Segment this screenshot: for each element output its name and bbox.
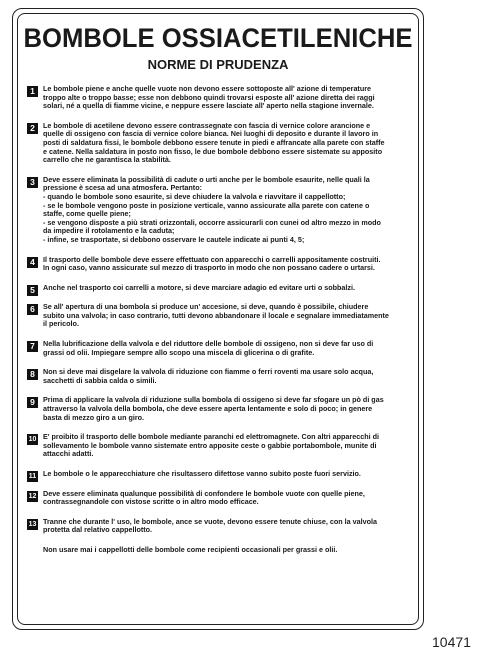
- rule-line: Non si deve mai disgelare la valvola di riduzione con fiamme o ferri roventi ma usare solo acqua,: [43, 367, 374, 377]
- rule-text: [43, 518, 411, 535]
- rule-item: [27, 122, 411, 165]
- rule-item: [27, 518, 411, 535]
- rule-number-badge: 2: [27, 123, 38, 134]
- rule-number-badge: 9: [27, 397, 38, 408]
- rule-number-badge: 4: [27, 257, 38, 268]
- rules-list: [27, 85, 411, 619]
- rule-number-badge: 3: [27, 177, 38, 188]
- rule-text: [43, 340, 411, 357]
- rule-line: basta di mezzo giro a un giro.: [43, 412, 145, 422]
- rule-item: [27, 396, 411, 422]
- rule-line: protetta dal relativo cappellotto.: [43, 525, 153, 535]
- rule-text: [43, 470, 411, 479]
- rule-line: quelle di ossigeno con fascia di vernice colore bianca. Nei luoghi di deposito e durante il lavoro in: [43, 129, 379, 139]
- rule-item: [27, 490, 411, 507]
- rule-line: - se le bombole vengono poste in posizione verticale, vanno assicurate alla parete con catene o: [43, 200, 370, 210]
- rule-text: [43, 122, 411, 165]
- rule-line: Le bombole di acetilene devono essere contrassegnate con fascia di vernice colore arancione e: [43, 120, 371, 130]
- rule-line: carrello che ne garantisca la stabilità.: [43, 155, 171, 165]
- rule-line: Deve essere eliminata la possibilità di cadute o urti anche per le bombole esaurite, nelle quali la: [43, 174, 370, 184]
- rule-number-badge: 1: [27, 86, 38, 97]
- rule-line: da impedire il rotolamento e la caduta;: [43, 226, 175, 236]
- rule-line: posti di saldatura fissi, le bombole debbono essere tenute in piedi e affrancate alla parete con staffe: [43, 137, 385, 147]
- rule-line: Deve essere eliminata qualunque possibilità di confondere le bombole vuote con quelle piene,: [43, 488, 365, 498]
- rule-line: In ogni caso, vanno assicurate sul mezzo di trasporto in modo che non possano cadere o urtarsi.: [43, 263, 375, 273]
- rule-item: [27, 303, 411, 329]
- rule-line: Le bombole o le apparecchiature che risultassero difettose vanno subito poste fuori servizio.: [43, 469, 361, 478]
- rule-number-badge: 6: [27, 304, 38, 315]
- rule-number-badge: 12: [28, 492, 37, 500]
- rule-line: - quando le bombole sono esaurite, si deve chiudere la valvola e riavvitare il cappellotto;: [43, 191, 346, 201]
- rule-item: [27, 284, 411, 293]
- rule-line: Le bombole piene e anche quelle vuote non devono essere sottoposte all' azione di temperature: [43, 84, 372, 93]
- rule-line: Prima di applicare la valvola di riduzione sulla bombola di ossigeno si deve far sfogare un pò di gas: [43, 395, 384, 405]
- rule-number-badge: 5: [27, 285, 38, 296]
- rule-number-badge: 8: [27, 369, 38, 380]
- rule-line: sollevamento le bombole vanno sistemate entro apposite ceste o gabbie portabombole, munite di: [43, 440, 377, 450]
- rule-number-badge: 7: [27, 341, 38, 352]
- rule-line: attacchi adatti.: [43, 449, 94, 459]
- rule-number-badge: 10: [28, 436, 37, 444]
- rule-item: [27, 368, 411, 385]
- sign-subtitle: NORME DI PRUDENZA: [147, 57, 289, 72]
- rule-line: Il trasporto delle bombole deve essere effettuato con apparecchi o carrelli appositamente costruiti.: [43, 254, 381, 264]
- rule-line: - infine, se trasportate, si debbono osservare le cautele indicate ai punti 4, 5;: [43, 234, 305, 244]
- sign-title: BOMBOLE OSSIACETILENICHE: [23, 23, 413, 53]
- rule-item: [27, 340, 411, 357]
- rule-line: subito una valvola; in caso contrario, tutti devono abbandonare il locale e segnalare immediatamente: [43, 310, 389, 320]
- rule-line: grassi od olii. Impiegare sempre allo scopo una miscela di glicerina o di grafite.: [43, 347, 315, 357]
- rule-number-badge: 11: [28, 473, 37, 480]
- rule-line: il pericolo.: [43, 319, 79, 329]
- rule-line: Anche nel trasporto coi carrelli a motore, si deve marciare adagio ed evitare urti o sobbalzi.: [43, 282, 355, 292]
- rule-line: troppo alte o troppo basse; esse non debbono quindi trovarsi esposte all' azione diretta dei raggi: [43, 92, 375, 102]
- rule-line: Tranne che durante l' uso, le bombole, ance se vuote, devono essere tenute chiuse, con la valvola: [43, 516, 378, 526]
- rule-text: [43, 368, 411, 385]
- footer-note: Non usare mai i cappellotti delle bombole come recipienti occasionali per grassi e olii.: [43, 544, 338, 554]
- rule-line: Nella lubrificazione della valvola e del riduttore delle bombole di ossigeno, non si deve far uso di: [43, 339, 374, 349]
- product-code: 10471: [432, 634, 471, 650]
- rule-text: [43, 303, 411, 329]
- rule-number-badge: 13: [28, 520, 37, 528]
- rule-text: [43, 85, 411, 111]
- rule-item: [27, 256, 411, 273]
- rule-text: [43, 256, 411, 273]
- rule-item: [27, 433, 411, 459]
- rule-text: [43, 284, 411, 293]
- rule-line: staffe, come quelle piene;: [43, 209, 131, 219]
- rule-line: attraverso la valvola della bombola, che deve essere aperta lentamente e solo di poco; in genere: [43, 404, 373, 414]
- safety-sign: [12, 8, 424, 630]
- rule-item: [27, 176, 411, 245]
- rule-line: contrassegnandole con vistose scritte o in altro modo efficace.: [43, 497, 259, 507]
- rule-line: sacchetti di sabbia calda o simili.: [43, 375, 157, 385]
- rule-line: e catene. Nella saldatura in posto non fisso, le due bombole debbono essere sistemate su apposito: [43, 146, 383, 156]
- rule-text: [43, 396, 411, 422]
- rule-line: E' proibito il trasporto delle bombole mediante paranchi ed elettromagnete. Con altri apparecchi di: [43, 432, 379, 442]
- rule-line: solari, né a quella di fiamme vicine, e neppure essere lasciate all' aperto nella stagione invernale.: [43, 101, 374, 111]
- rule-line: - se vengono disposte a più strati orizzontali, occorre assicurarli con cunei od altro mezzo in modo: [43, 217, 381, 227]
- rule-text: [43, 490, 411, 507]
- rule-item: [27, 470, 411, 479]
- rule-line: pressione è scesa ad una atmosfera. Pertanto:: [43, 183, 202, 193]
- rule-item: [27, 85, 411, 111]
- rule-text: [43, 176, 411, 245]
- rule-line: Se all' apertura di una bombola si produce un' accesione, si deve, quando è possibile, chiudere: [43, 302, 369, 312]
- rule-text: [43, 433, 411, 459]
